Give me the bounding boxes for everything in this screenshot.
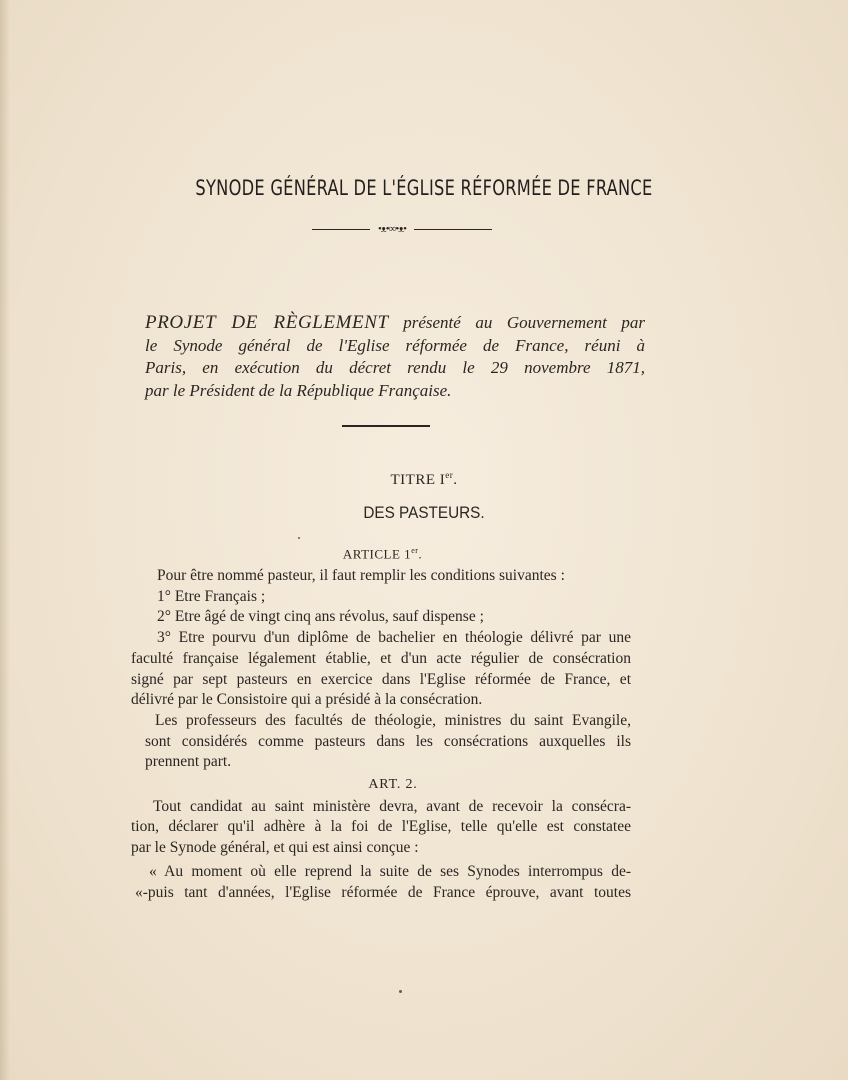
article-1-line: signé par sept pasteurs en exercice dans l'Eglise réformée de France, et bbox=[131, 670, 631, 688]
article-1-line: 2° Etre âgé de vingt cinq ans révolus, sauf dispense ; bbox=[157, 608, 484, 626]
titre-suffix: . bbox=[453, 472, 458, 488]
article-1-superscript: er bbox=[411, 546, 419, 555]
article-2-line: Tout candidat au saint ministère devra, avant de recevoir la consécra- bbox=[153, 797, 631, 815]
article-2-line: par le Synode général, et qui est ainsi conçue : bbox=[131, 839, 419, 857]
page-spine-shadow bbox=[0, 0, 10, 1080]
article-1-line: 3° Etre pourvu d'un diplôme de bachelier en théologie délivré par une bbox=[157, 629, 631, 647]
titre-heading bbox=[0, 470, 848, 489]
article-2-heading: ART. 2. bbox=[368, 777, 418, 793]
projet-line-4: par le Président de la République Française. bbox=[145, 380, 452, 400]
projet-text: présenté au Gouvernement par bbox=[403, 313, 646, 332]
paper-speck bbox=[298, 537, 300, 539]
article-2-line: «-puis tant d'années, l'Eglise réformée de France éprouve, avant toutes bbox=[135, 883, 631, 901]
title-ornament bbox=[312, 223, 492, 235]
projet-lead: PROJET DE RÈGLEMENT bbox=[145, 312, 389, 333]
article-1-line: faculté française légalement établie, et d'un acte régulier de consécration bbox=[131, 649, 631, 667]
article-1-line: 1° Etre Français ; bbox=[157, 587, 266, 605]
projet-paragraph bbox=[145, 312, 645, 402]
article-1-line: Pour être nommé pasteur, il faut remplir les conditions suivantes : bbox=[157, 567, 565, 584]
projet-line-1 bbox=[145, 312, 645, 335]
article-1-suffix: . bbox=[418, 546, 423, 562]
article-1-line: délivré par le Consistoire qui a présidé à la consécration. bbox=[131, 691, 483, 709]
article-2-line: tion, déclarer qu'il adhère à la foi de l'Eglise, telle qu'elle est constatee bbox=[131, 818, 631, 836]
projet-line-3: Paris, en exécution du décret rendu le 29 novembre 1871, bbox=[145, 358, 645, 377]
section-divider bbox=[342, 425, 430, 427]
article-1-line: sont considérés comme pasteurs dans les consécrations auxquelles ils bbox=[145, 732, 631, 750]
article-1-line: Les professeurs des facultés de théologie, ministres du saint Evangile, bbox=[155, 711, 631, 729]
ornament-rule-right bbox=[414, 229, 492, 230]
ornament-flourish: •ᴥ•∞•ᴥ• bbox=[377, 223, 407, 235]
projet-line-2: le Synode général de l'Eglise réformée de France, réuni à bbox=[145, 335, 645, 355]
article-1-label: ARTICLE 1 bbox=[342, 546, 412, 562]
article-1-line: prennent part. bbox=[145, 753, 232, 771]
article-text bbox=[131, 566, 631, 903]
document-title: SYNODE GÉNÉRAL DE L'ÉGLISE RÉFORMÉE DE FRANCE bbox=[195, 176, 653, 200]
paper-speck bbox=[399, 990, 402, 993]
ornament-rule-left bbox=[312, 229, 370, 230]
titre-superscript: er bbox=[445, 470, 454, 480]
article-1-heading bbox=[0, 546, 765, 562]
titre-label: TITRE I bbox=[390, 472, 446, 488]
section-title: DES PASTEURS. bbox=[363, 503, 485, 522]
article-2-line: « Au moment où elle reprend la suite de ses Synodes interrompus de- bbox=[149, 862, 631, 880]
